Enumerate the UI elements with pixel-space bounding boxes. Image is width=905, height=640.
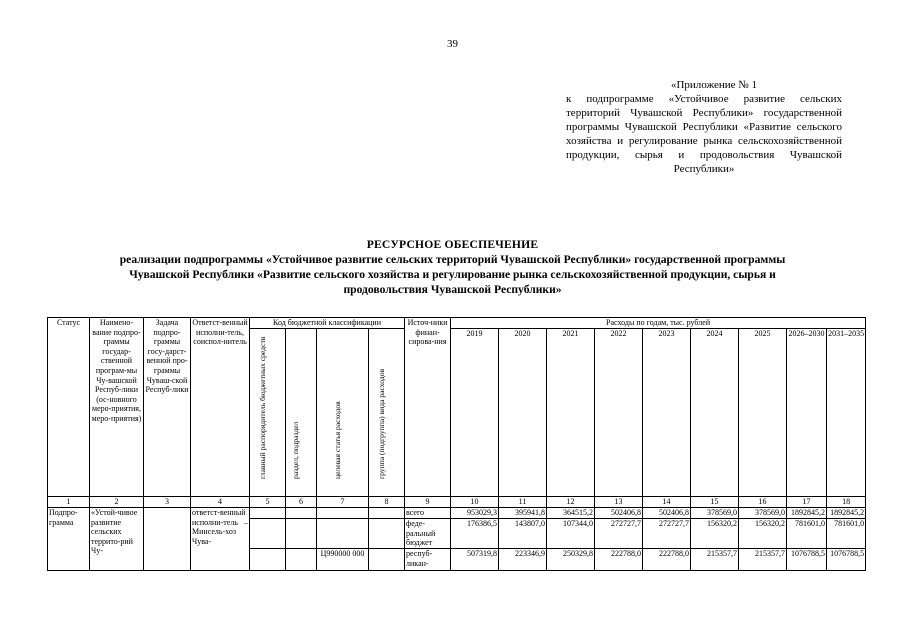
header-status: Статус [48, 318, 90, 497]
cell-value: 1076788,5 [827, 549, 866, 571]
cell-code-section [286, 508, 317, 519]
header-year: 2024 [691, 329, 739, 497]
header-code-group [369, 329, 405, 497]
cell-source: феде-ральный бюджет [405, 519, 451, 549]
cell-code-section [286, 519, 317, 549]
header-code-article [317, 329, 369, 497]
cell-value: 215357,7 [739, 549, 787, 571]
appendix-block [566, 78, 842, 176]
header-code-gr-text: главный распорядитель бюджетных средств [257, 336, 267, 479]
document-title-sub: реализации подпрограммы «Устойчивое развитие сельских территорий Чувашской Республики» государственной программы Чувашской Республики «Развитие сельского хозяйства и регулирование рынка сельскохозяйственной продукции, сырья и продовольствия Чувашской Республики» [119, 253, 786, 296]
header-code-article-text: целевая статья расходов [332, 401, 342, 479]
cell-value: 223346,9 [499, 549, 547, 571]
header-code-section-text: раздел, подраздел [291, 421, 300, 479]
cell-value: 378569,0 [691, 508, 739, 519]
header-year: 2019 [451, 329, 499, 497]
column-number: 18 [827, 497, 866, 508]
cell-value: 250329,8 [547, 549, 595, 571]
document-title [90, 237, 815, 297]
cell-value: 222788,0 [595, 549, 643, 571]
cell-value: 156320,2 [739, 519, 787, 549]
header-responsible: Ответст-венный исполни-тель, соиспол-нитель [191, 318, 250, 497]
cell-value: 781601,0 [787, 519, 827, 549]
column-number-row [48, 497, 866, 508]
header-expenses: Расходы по годам, тыс. рублей [451, 318, 866, 329]
cell-value: 215357,7 [691, 549, 739, 571]
header-name: Наимено-вание подпро-граммы государ-ственной програм-мы Чу-вашской Респуб-лики (ос-новного меро-приятия, меро-приятия) [90, 318, 144, 497]
column-number: 16 [739, 497, 787, 508]
column-number: 15 [691, 497, 739, 508]
cell-value: 953029,3 [451, 508, 499, 519]
column-number: 9 [405, 497, 451, 508]
header-task: Задача подпро-граммы госу-дарст-венной про-граммы Чуваш-ской Респуб-лики [144, 318, 191, 497]
cell-value: 272727,7 [643, 519, 691, 549]
cell-target-article [317, 508, 369, 519]
cell-value: 502406,8 [643, 508, 691, 519]
row-task [144, 508, 191, 571]
header-year: 2031–2035 [827, 329, 866, 497]
column-number: 4 [191, 497, 250, 508]
cell-value: 378569,0 [739, 508, 787, 519]
appendix-title: «Приложение № 1 [670, 79, 758, 91]
appendix-body: к подпрограмме «Устойчивое развитие сельских территорий Чувашской Республики» государственной программы Чувашской Республики «Развитие сельского хозяйства и регулирование рынка сельскохозяйственной продукции, сырья и продовольствия Чувашской Республики» [566, 93, 842, 175]
cell-value: 143807,0 [499, 519, 547, 549]
cell-code-gr [250, 508, 286, 519]
cell-value: 395941,8 [499, 508, 547, 519]
column-number: 6 [286, 497, 317, 508]
cell-code-section [286, 549, 317, 571]
header-year: 2020 [499, 329, 547, 497]
column-number: 7 [317, 497, 369, 508]
column-number: 8 [369, 497, 405, 508]
column-number: 10 [451, 497, 499, 508]
cell-value: 272727,7 [595, 519, 643, 549]
header-code-section [286, 329, 317, 497]
column-number: 2 [90, 497, 144, 508]
cell-value: 507319,8 [451, 549, 499, 571]
header-budget-code: Код бюджетной классификации [250, 318, 405, 329]
document-title-main: РЕСУРСНОЕ ОБЕСПЕЧЕНИЕ [366, 238, 539, 251]
header-row-1 [48, 318, 866, 329]
cell-value: 502406,8 [595, 508, 643, 519]
row-name: «Устой-чивое развитие сельских террито-рий Чу- [90, 508, 144, 571]
header-year: 2022 [595, 329, 643, 497]
header-year: 2021 [547, 329, 595, 497]
column-number: 13 [595, 497, 643, 508]
cell-code-group [369, 549, 405, 571]
row-status: Подпро-грамма [48, 508, 90, 571]
resource-table [47, 317, 866, 571]
cell-value: 222788,0 [643, 549, 691, 571]
column-number: 12 [547, 497, 595, 508]
column-number: 11 [499, 497, 547, 508]
cell-code-gr [250, 549, 286, 571]
header-code-gr [250, 329, 286, 497]
cell-code-gr [250, 519, 286, 549]
cell-target-article: Ц990000 000 [317, 549, 369, 571]
cell-code-group [369, 519, 405, 549]
header-year: 2025 [739, 329, 787, 497]
header-code-group-text: группа (подгруппа) вида расходов [376, 368, 386, 479]
header-year: 2026–2030 [787, 329, 827, 497]
page-number: 39 [447, 38, 458, 50]
cell-source: респуб-ликан- [405, 549, 451, 571]
row-responsible: ответст-венный исполни-тель – Минсель-хоз Чува- [191, 508, 250, 571]
cell-value: 1076788,5 [787, 549, 827, 571]
column-number: 3 [144, 497, 191, 508]
column-number: 5 [250, 497, 286, 508]
cell-value: 1892845,2 [827, 508, 866, 519]
cell-value: 176386,5 [451, 519, 499, 549]
column-number: 1 [48, 497, 90, 508]
cell-value: 781601,0 [827, 519, 866, 549]
cell-value: 1892845,2 [787, 508, 827, 519]
cell-value: 364515,2 [547, 508, 595, 519]
cell-value: 107344,0 [547, 519, 595, 549]
table-row [48, 508, 866, 519]
header-year: 2023 [643, 329, 691, 497]
cell-target-article [317, 519, 369, 549]
cell-value: 156320,2 [691, 519, 739, 549]
column-number: 17 [787, 497, 827, 508]
cell-source: всего [405, 508, 451, 519]
column-number: 14 [643, 497, 691, 508]
header-source: Источ-ники финан-сирова-ния [405, 318, 451, 497]
cell-code-group [369, 508, 405, 519]
